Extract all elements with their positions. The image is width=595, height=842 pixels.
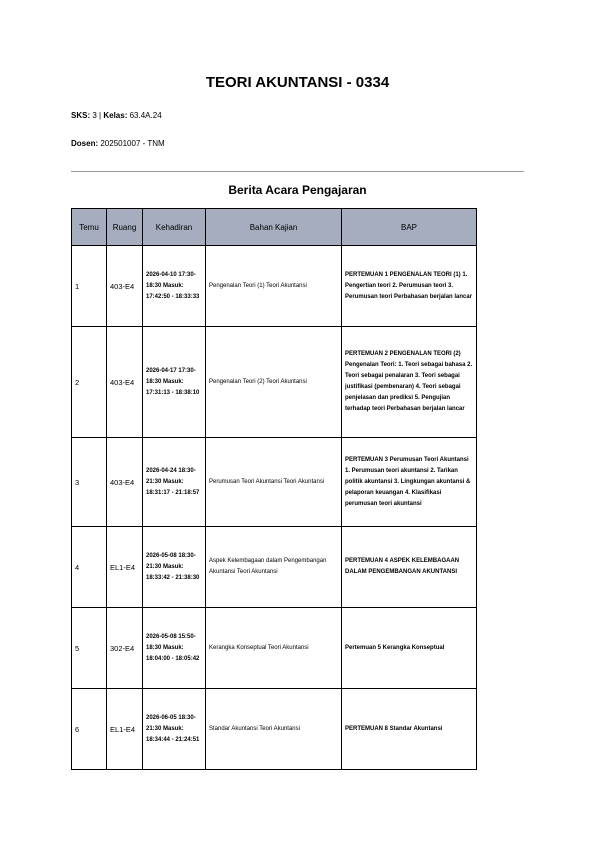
cell-kehadiran: 2026-05-08 15:50-18:30 Masuk: 18:04:00 - 18:05:42	[143, 608, 206, 689]
cell-bahan-kajian: Aspek Kelembagaan dalam Pengembangan Akuntansi Teori Akuntansi	[206, 527, 342, 608]
table-row	[72, 246, 477, 327]
cell-bap: PERTEMUAN 8 Standar Akuntansi	[342, 689, 477, 770]
cell-ruang: 302-E4	[107, 608, 143, 689]
cell-bahan-kajian: Pengenalan Teori (2) Teori Akuntansi	[206, 327, 342, 438]
cell-ruang: 403-E4	[107, 327, 143, 438]
dosen-label: Dosen:	[71, 139, 99, 148]
cell-ruang: EL1-E4	[107, 527, 143, 608]
dosen-value: 202501007 - TNM	[100, 139, 165, 148]
cell-temu: 1	[72, 246, 107, 327]
sks-label: SKS:	[71, 111, 91, 120]
cell-ruang: 403-E4	[107, 438, 143, 527]
column-header-bahan-kajian: Bahan Kajian	[206, 209, 342, 246]
table-row	[72, 689, 477, 770]
cell-bahan-kajian: Standar Akuntansi Teori Akuntansi	[206, 689, 342, 770]
kelas-label: Kelas:	[103, 111, 128, 120]
cell-bap: Pertemuan 5 Kerangka Konseptual	[342, 608, 477, 689]
table-row	[72, 608, 477, 689]
sks-value: 3	[92, 111, 97, 120]
bap-table	[71, 208, 477, 770]
table-row	[72, 438, 477, 527]
cell-temu: 4	[72, 527, 107, 608]
cell-bahan-kajian: Perumusan Teori Akuntansi Teori Akuntansi	[206, 438, 342, 527]
page-title: TEORI AKUNTANSI - 0334	[205, 74, 390, 91]
cell-bahan-kajian: Pengenalan Teori (1) Teori Akuntansi	[206, 246, 342, 327]
course-meta-line	[71, 111, 162, 120]
column-header-kehadiran: Kehadiran	[143, 209, 206, 246]
cell-temu: 5	[72, 608, 107, 689]
cell-kehadiran: 2026-04-10 17:30-18:30 Masuk: 17:42:50 - 18:33:33	[143, 246, 206, 327]
section-title: Berita Acara Pengajaran	[228, 183, 367, 197]
cell-kehadiran: 2026-04-24 18:30-21:30 Masuk: 18:31:17 - 21:18:57	[143, 438, 206, 527]
cell-bap: PERTEMUAN 4 ASPEK KELEMBAGAAN DALAM PENGEMBANGAN AKUNTANSI	[342, 527, 477, 608]
table-header-row	[72, 209, 477, 246]
cell-ruang: EL1-E4	[107, 689, 143, 770]
cell-bap: PERTEMUAN 3 Perumusan Teori Akuntansi 1. Perumusan teori akuntansi 2. Tarikan politik akuntansi 3. Lingkungan akuntansi & pelaporan keuangan 4. Klasifikasi perumusan teori akuntansi	[342, 438, 477, 527]
table-row	[72, 527, 477, 608]
column-header-ruang: Ruang	[107, 209, 143, 246]
column-header-bap: BAP	[342, 209, 477, 246]
table-row	[72, 327, 477, 438]
cell-ruang: 403-E4	[107, 246, 143, 327]
meta-separator: |	[99, 111, 102, 120]
cell-bahan-kajian: Kerangka Konseptual Teori Akuntansi	[206, 608, 342, 689]
cell-temu: 2	[72, 327, 107, 438]
divider	[71, 171, 524, 172]
column-header-temu: Temu	[72, 209, 107, 246]
cell-bap: PERTEMUAN 1 PENGENALAN TEORI (1) 1. Pengertian teori 2. Perumusan teori 3. Perumusan teori Perbahasan berjalan lancar	[342, 246, 477, 327]
cell-kehadiran: 2026-04-17 17:30-18:30 Masuk: 17:31:13 - 18:38:10	[143, 327, 206, 438]
cell-kehadiran: 2026-05-08 18:30-21:30 Masuk: 18:33:42 - 21:38:30	[143, 527, 206, 608]
kelas-value: 63.4A.24	[129, 111, 162, 120]
cell-temu: 3	[72, 438, 107, 527]
lecturer-line	[71, 139, 165, 148]
cell-temu: 6	[72, 689, 107, 770]
cell-kehadiran: 2026-06-05 18:30-21:30 Masuk: 18:34:44 - 21:24:51	[143, 689, 206, 770]
cell-bap: PERTEMUAN 2 PENGENALAN TEORI (2) Pengenalan Teori: 1. Teori sebagai bahasa 2. Teori sebagai penalaran 3. Teori sebagai justifikasi (pembenaran) 4. Teori sebagai penjelasan dan prediksi 5. Pengujian terhadap teori Perbahasan berjalan lancar	[342, 327, 477, 438]
